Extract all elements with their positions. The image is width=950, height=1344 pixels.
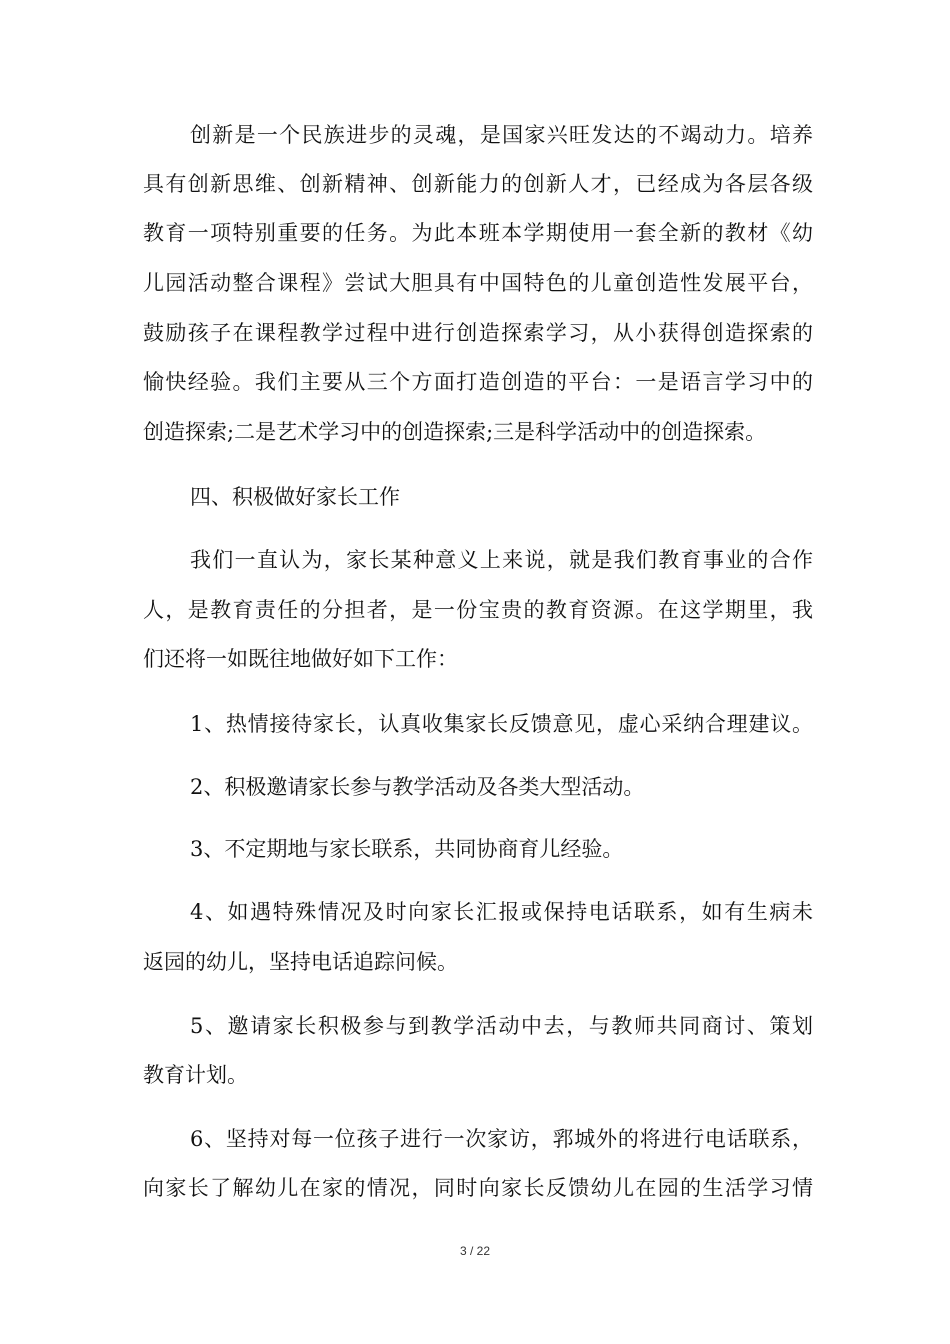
paragraph-1-line-1: 创新是一个民族进步的灵魂，是国家兴旺发达的不竭动力。培养 bbox=[190, 123, 813, 147]
paragraph-1-line-2: 具有创新思维、创新精神、创新能力的创新人才，已经成为各层各级 bbox=[143, 172, 813, 196]
list-item-4-line-2: 返园的幼儿，坚持电话追踪问候。 bbox=[143, 950, 458, 974]
paragraph-1-line-6: 愉快经验。我们主要从三个方面打造创造的平台：一是语言学习中的 bbox=[143, 370, 813, 394]
list-item-5-line-1: 5、邀请家长积极参与到教学活动中去，与教师共同商讨、策划 bbox=[190, 1014, 813, 1038]
list-item-4-line-1: 4、如遇特殊情况及时向家长汇报或保持电话联系，如有生病未 bbox=[190, 900, 813, 924]
paragraph-2-line-1: 我们一直认为，家长某种意义上来说，就是我们教育事业的合作 bbox=[190, 548, 813, 572]
paragraph-1-line-3: 教育一项特别重要的任务。为此本班本学期使用一套全新的教材《幼 bbox=[143, 221, 813, 245]
paragraph-2-line-2: 人，是教育责任的分担者，是一份宝贵的教育资源。在这学期里，我 bbox=[143, 598, 813, 622]
list-item-5-line-2: 教育计划。 bbox=[143, 1063, 248, 1087]
paragraph-1-line-5: 鼓励孩子在课程教学过程中进行创造探索学习，从小获得创造探索的 bbox=[143, 321, 813, 345]
page-number: 3 / 22 bbox=[459, 1244, 491, 1258]
paragraph-2-line-3: 们还将一如既往地做好如下工作： bbox=[143, 647, 458, 671]
paragraph-1-line-7: 创造探索;二是艺术学习中的创造探索;三是科学活动中的创造探索。 bbox=[143, 420, 767, 444]
list-item-6-line-1: 6、坚持对每一位孩子进行一次家访，郛城外的将进行电话联系， bbox=[190, 1127, 813, 1151]
list-item-2: 2、积极邀请家长参与教学活动及各类大型活动。 bbox=[190, 775, 645, 799]
section-heading: 四、积极做好家长工作 bbox=[190, 485, 400, 509]
paragraph-1-line-4: 儿园活动整合课程》尝试大胆具有中国特色的儿童创造性发展平台， bbox=[143, 271, 813, 295]
list-item-6-line-2: 向家长了解幼儿在家的情况，同时向家长反馈幼儿在园的生活学习情 bbox=[143, 1176, 813, 1200]
list-item-3: 3、不定期地与家长联系，共同协商育儿经验。 bbox=[190, 837, 624, 861]
list-item-1: 1、热情接待家长，认真收集家长反馈意见，虚心采纳合理建议。 bbox=[190, 712, 813, 736]
